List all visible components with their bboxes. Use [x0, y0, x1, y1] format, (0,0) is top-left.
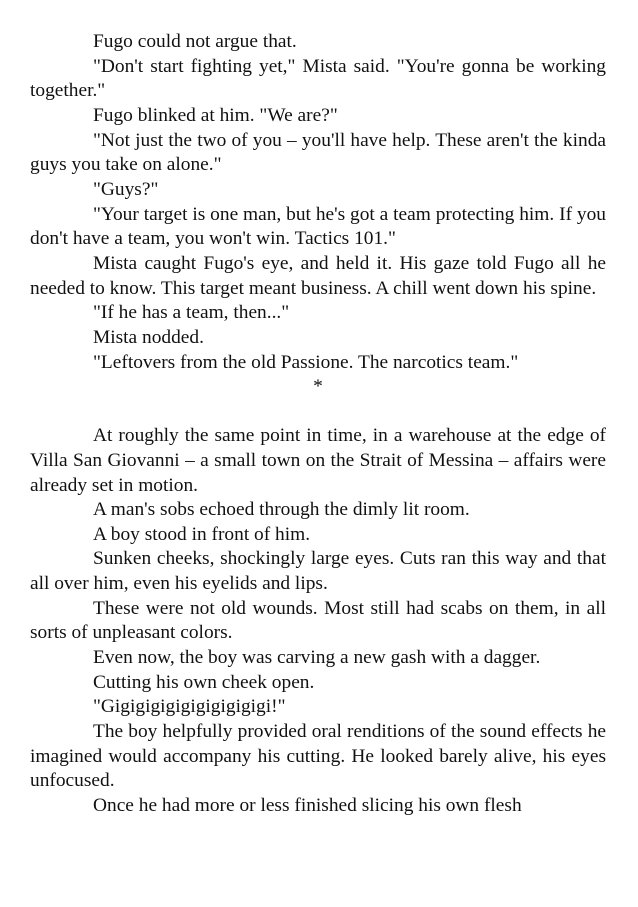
paragraph-7: Mista caught Fugo's eye, and held it. His gaze told Fugo all he needed to know. This target meant business. A chill went down his spine.	[30, 252, 606, 299]
paragraph-18: "Gigigigigigigigigigigi!"	[93, 696, 286, 718]
paragraph-20: Once he had more or less finished slicing his own flesh	[93, 795, 522, 817]
scene-break	[30, 375, 606, 424]
paragraph-11: At roughly the same point in time, in a warehouse at the edge of Villa San Giovanni – a small town on the Strait of Messina – affairs were already set in motion.	[30, 425, 606, 496]
paragraph-13: A boy stood in front of him.	[93, 523, 311, 545]
book-page	[30, 30, 606, 819]
paragraph-19: The boy helpfully provided oral renditions of the sound effects he imagined would accompany his cutting. He looked barely alive, his eyes unfocused.	[30, 721, 606, 792]
paragraph-6: "Your target is one man, but he's got a team protecting him. If you don't have a team, you won't win. Tactics 101."	[30, 203, 606, 250]
paragraph-14: Sunken cheeks, shockingly large eyes. Cuts ran this way and that all over him, even his eyelids and lips.	[30, 548, 606, 595]
scene-break-asterisk: *	[313, 376, 323, 398]
paragraph-5: "Guys?"	[93, 178, 159, 200]
paragraph-2: "Don't start fighting yet," Mista said. "You're gonna be working together."	[30, 55, 606, 102]
paragraph-1: Fugo could not argue that.	[93, 31, 297, 52]
paragraph-12: A man's sobs echoed through the dimly lit room.	[93, 499, 470, 521]
paragraph-17: Cutting his own cheek open.	[93, 671, 315, 693]
paragraph-4: "Not just the two of you – you'll have help. These aren't the kinda guys you take on alone."	[30, 129, 606, 176]
paragraph-8: "If he has a team, then..."	[93, 302, 290, 324]
paragraph-3: Fugo blinked at him. "We are?"	[93, 104, 338, 126]
paragraph-9: Mista nodded.	[93, 326, 204, 348]
paragraph-15: These were not old wounds. Most still had scabs on them, in all sorts of unpleasant colors.	[30, 597, 606, 644]
paragraph-10: "Leftovers from the old Passione. The narcotics team."	[93, 351, 519, 373]
paragraph-16: Even now, the boy was carving a new gash with a dagger.	[93, 647, 541, 669]
